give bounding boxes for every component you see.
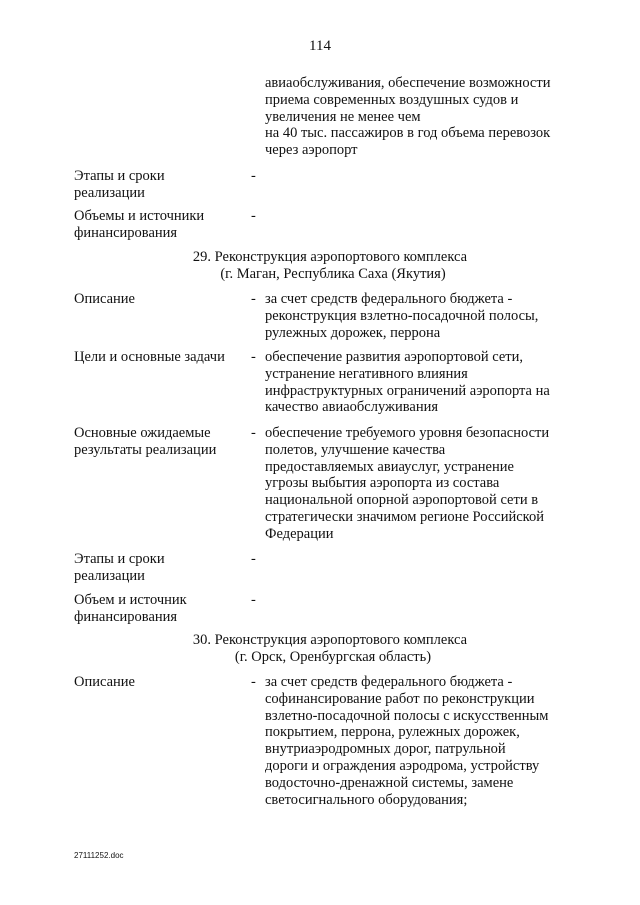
description-text [265, 291, 595, 341]
funding-label [74, 592, 250, 626]
label-line: финансирования [74, 608, 178, 625]
heading-line: (г. Орск, Оренбургская область) [234, 649, 432, 665]
text-line: устранение негативного влияния [265, 365, 468, 382]
text-line: увеличения не менее чем [265, 108, 421, 125]
goals-label: Цели и основные задачи [74, 349, 225, 365]
text-line: обеспечение развития аэропортовой сети, [265, 349, 523, 365]
label-line: Основные ожидаемые [74, 425, 211, 441]
label-line: реализации [74, 184, 145, 201]
label-line: Этапы и сроки [74, 168, 165, 184]
text-line: на 40 тыс. пассажиров в год объема перевозок [265, 125, 551, 142]
label-line: результаты реализации [74, 441, 217, 458]
text-line: водосточно-дренажной системы, замене [265, 774, 514, 791]
section-heading-29 [0, 249, 640, 283]
text-line: полетов, улучшение качества [265, 441, 446, 458]
text-line: Федерации [265, 525, 334, 542]
text-line: покрытием, перрона, рулежных дорожек, [265, 724, 520, 741]
heading-line: 29. Реконструкция аэропортового комплекса [192, 249, 468, 265]
text-line: приема современных воздушных судов и [265, 91, 519, 108]
text-line: дороги и ограждения аэродрома, устройству [265, 757, 540, 774]
results-label [74, 425, 250, 459]
text-line: светосигнального оборудования; [265, 791, 468, 808]
label-line: реализации [74, 567, 145, 584]
text-line: стратегически значимом регионе Российской [265, 508, 544, 525]
label-line: Этапы и сроки [74, 551, 165, 567]
text-line: рулежных дорожек, перрона [265, 324, 441, 341]
description-label: Описание [74, 674, 135, 690]
dash: - [251, 168, 256, 184]
stages-label [74, 168, 250, 202]
text-line: реконструкция взлетно-посадочной полосы, [265, 307, 539, 324]
dash: - [251, 592, 256, 608]
label-line: финансирования [74, 224, 178, 241]
footer-filename: 27111252.doc [74, 851, 124, 860]
funding-label [74, 208, 250, 242]
text-line: качество авиаобслуживания [265, 399, 439, 416]
heading-line: 30. Реконструкция аэропортового комплекса [192, 632, 468, 648]
dash: - [251, 349, 256, 365]
label-line: Объемы и источники [74, 208, 205, 224]
section-heading-30 [0, 632, 640, 666]
text-line: за счет средств федерального бюджета - [265, 674, 513, 690]
dash: - [251, 674, 256, 690]
description-label: Описание [74, 291, 135, 307]
text-line: софинансирование работ по реконструкции [265, 690, 535, 707]
dash: - [251, 291, 256, 307]
stages-label [74, 551, 250, 585]
text-line: внутриаэродромных дорог, патрульной [265, 741, 506, 758]
text-line: обеспечение требуемого уровня безопасности [265, 425, 550, 441]
dash: - [251, 208, 256, 224]
text-line: предоставляемых авиауслуг, устранение [265, 458, 514, 475]
dash: - [251, 551, 256, 567]
text-line: национальной опорной аэропортовой сети в [265, 492, 539, 509]
text-line: взлетно-посадочной полосы с искусственным [265, 707, 549, 724]
page-number: 114 [309, 38, 331, 54]
goals-text [265, 349, 595, 416]
text-line: авиаобслуживания, обеспечение возможности [265, 75, 551, 91]
text-line: через аэропорт [265, 142, 358, 159]
text-line: за счет средств федерального бюджета - [265, 291, 513, 307]
results-text [265, 425, 595, 543]
description-text [265, 674, 595, 808]
heading-line: (г. Маган, Республика Саха (Якутия) [220, 266, 446, 282]
text-line: инфраструктурных ограничений аэропорта на [265, 382, 550, 399]
text-line: угрозы выбытия аэропорта из состава [265, 475, 500, 492]
dash: - [251, 425, 256, 441]
continuation-text [265, 75, 595, 159]
label-line: Объем и источник [74, 592, 187, 608]
